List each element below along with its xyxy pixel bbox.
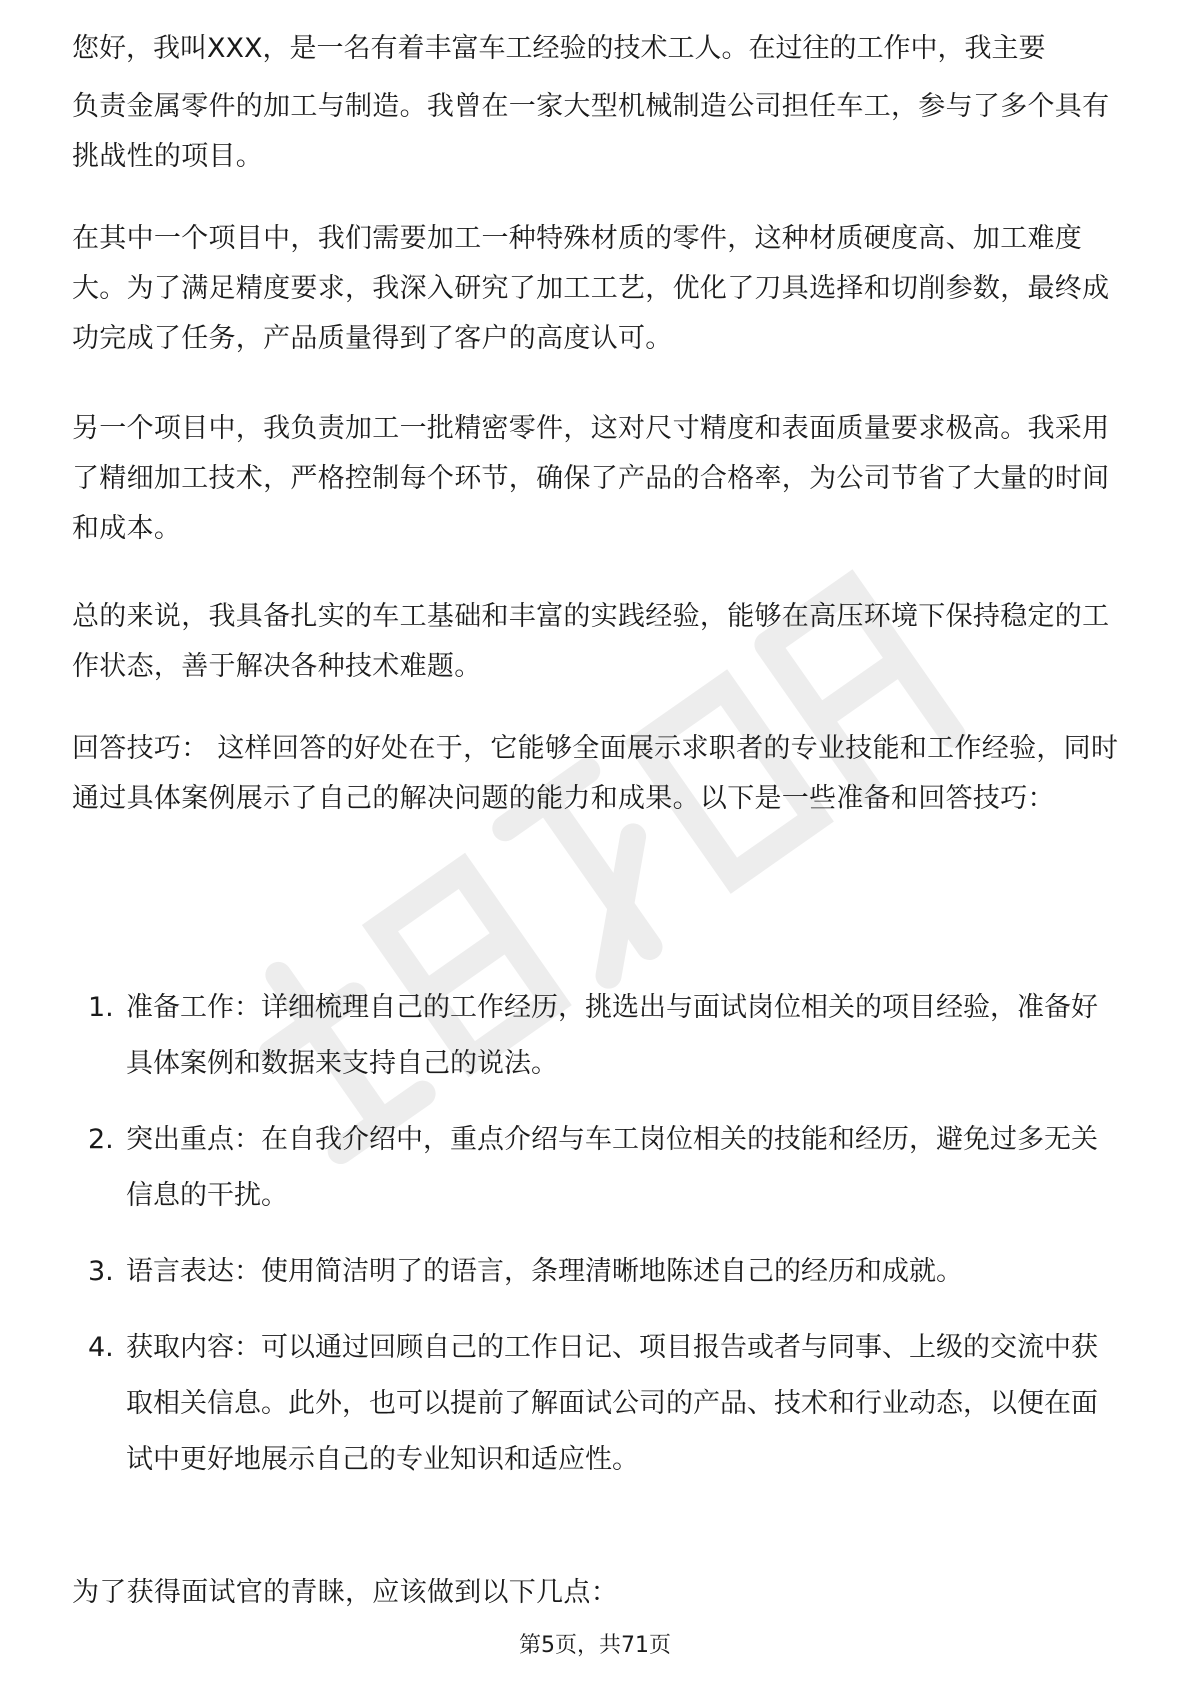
paragraph-4: 总的来说，我具备扎实的车工基础和丰富的实践经验，能够在高压环境下保持稳定的工作状态，善于解决各种技术难题。	[72, 601, 1110, 682]
list-text: 语言表达：使用简洁明了的语言，条理清晰地陈述自己的经历和成就。	[126, 1256, 963, 1287]
paragraph-2: 在其中一个项目中，我们需要加工一种特殊材质的零件，这种材质硬度高、加工难度大。为了满足精度要求，我深入研究了加工工艺，优化了刀具选择和切削参数，最终成功完成了任务，产品质量得到了客户的高度认可。	[72, 223, 1110, 354]
paragraph-1: 负责金属零件的加工与制造。我曾在一家大型机械制造公司担任车工，参与了多个具有挑战性的项目。	[72, 91, 1110, 172]
list-text: 突出重点：在自我介绍中，重点介绍与车工岗位相关的技能和经历，避免过多无关信息的干扰。	[126, 1124, 1098, 1211]
cut-off-text: 您好，我叫XXX，是一名有着丰富车工经验的技术工人。在过往的工作中，我主要	[72, 33, 1046, 64]
list-text: 获取内容：可以通过回顾自己的工作日记、项目报告或者与同事、上级的交流中获取相关信息。此外，也可以提前了解面试公司的产品、技术和行业动态，以便在面试中更好地展示自己的专业知识和适应性。	[126, 1332, 1098, 1475]
list-number: 1.	[88, 992, 114, 1023]
list-number: 4.	[88, 1332, 114, 1363]
cut-off-line	[72, 24, 1122, 74]
page-number: 第5页，共71页	[519, 1633, 671, 1658]
list-number: 2.	[88, 1124, 114, 1155]
list-item	[72, 980, 1122, 1092]
list-number: 3.	[88, 1256, 114, 1287]
list-text: 准备工作：详细梳理自己的工作经历，挑选出与面试岗位相关的项目经验，准备好具体案例和数据来支持自己的说法。	[126, 992, 1098, 1079]
list-item	[72, 1112, 1122, 1224]
tips-list	[72, 980, 1122, 1488]
list-item	[72, 1244, 1122, 1300]
paragraph-3: 另一个项目中，我负责加工一批精密零件，这对尺寸精度和表面质量要求极高。我采用了精细加工技术，严格控制每个环节，确保了产品的合格率，为公司节省了大量的时间和成本。	[72, 413, 1110, 544]
closing-line: 为了获得面试官的青睐，应该做到以下几点：	[72, 1577, 618, 1608]
paragraph-5: 回答技巧： 这样回答的好处在于，它能够全面展示求职者的专业技能和工作经验，同时通过具体案例展示了自己的解决问题的能力和成果。以下是一些准备和回答技巧：	[72, 733, 1119, 814]
list-item	[72, 1320, 1122, 1488]
